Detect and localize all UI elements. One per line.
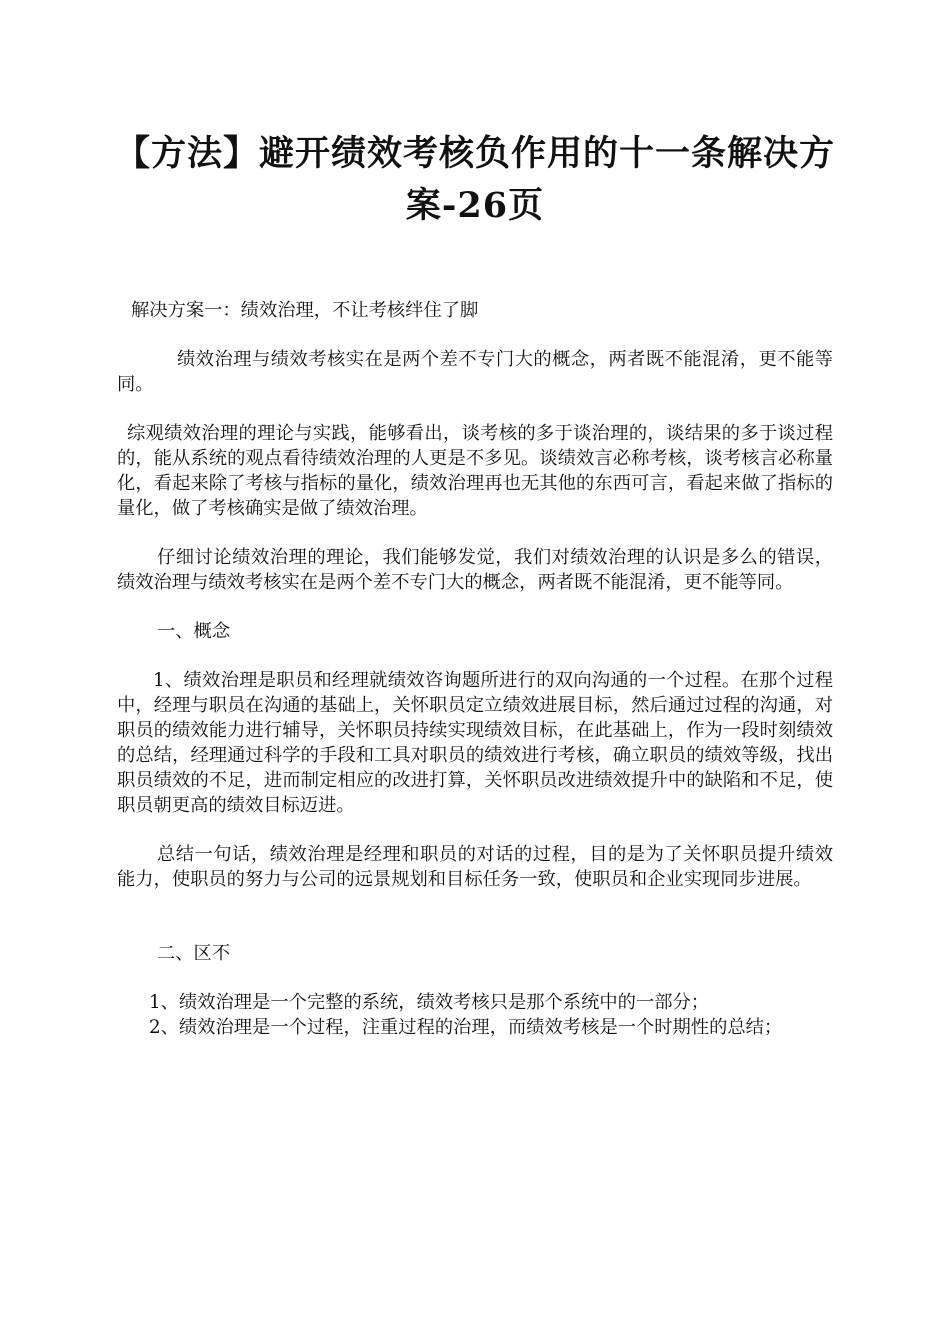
section-heading-difference: 二、区不 [157,943,231,964]
section-heading-solution-one: 解决方案一：绩效治理，不让考核绊住了脚 [131,300,479,321]
list-item-difference-1: 1、绩效治理是一个完整的系统，绩效考核只是那个系统中的一部分； [149,992,710,1013]
paragraph-concept-1: 1、绩效治理是职员和经理就绩效咨询题所进行的双向沟通的一个过程。在那个过程中，经理与职员在沟通的基础上，关怀职员定立绩效进展目标，然后通过过程的沟通，对职员的绩效能力进行辅导，关怀职员持续实现绩效目标，在此基础上，作为一段时刻绩效的总结，经理通过科学的手段和工具对职员的绩效进行考核，确立职员的绩效等级，找出职员绩效的不足，进而制定相应的改进打算，关怀职员改进绩效提升中的缺陷和不足，使职员朝更高的绩效目标迈进。 [117,670,833,816]
list-item-difference-2: 2、绩效治理是一个过程，注重过程的治理，而绩效考核是一个时期性的总结； [149,1017,783,1038]
paragraph-summary: 总结一句话，绩效治理是经理和职员的对话的过程，目的是为了关怀职员提升绩效能力，使职员的努力与公司的远景规划和目标任务一致，使职员和企业实现同步进展。 [117,844,833,890]
paragraph-intro: 绩效治理与绩效考核实在是两个差不专门大的概念，两者既不能混淆，更不能等同。 [117,349,833,395]
paragraph-overview: 综观绩效治理的理论与实践，能够看出，谈考核的多于谈治理的，谈结果的多于谈过程的，能从系统的观点看待绩效治理的人更是不多见。谈绩效言必称考核，谈考核言必称量化，看起来除了考核与指标的量化，绩效治理再也无其他的东西可言，看起来做了指标的量化，做了考核确实是做了绩效治理。 [117,423,833,519]
paragraph-discussion: 仔细讨论绩效治理的理论，我们能够发觉，我们对绩效治理的认识是多么的错误，绩效治理与绩效考核实在是两个差不专门大的概念，两者既不能混淆，更不能等同。 [117,547,833,593]
section-heading-concept: 一、概念 [157,621,231,642]
document-title: 【方法】避开绩效考核负作用的十一条解决方案-26页 [114,133,835,226]
document-body [117,298,833,1040]
